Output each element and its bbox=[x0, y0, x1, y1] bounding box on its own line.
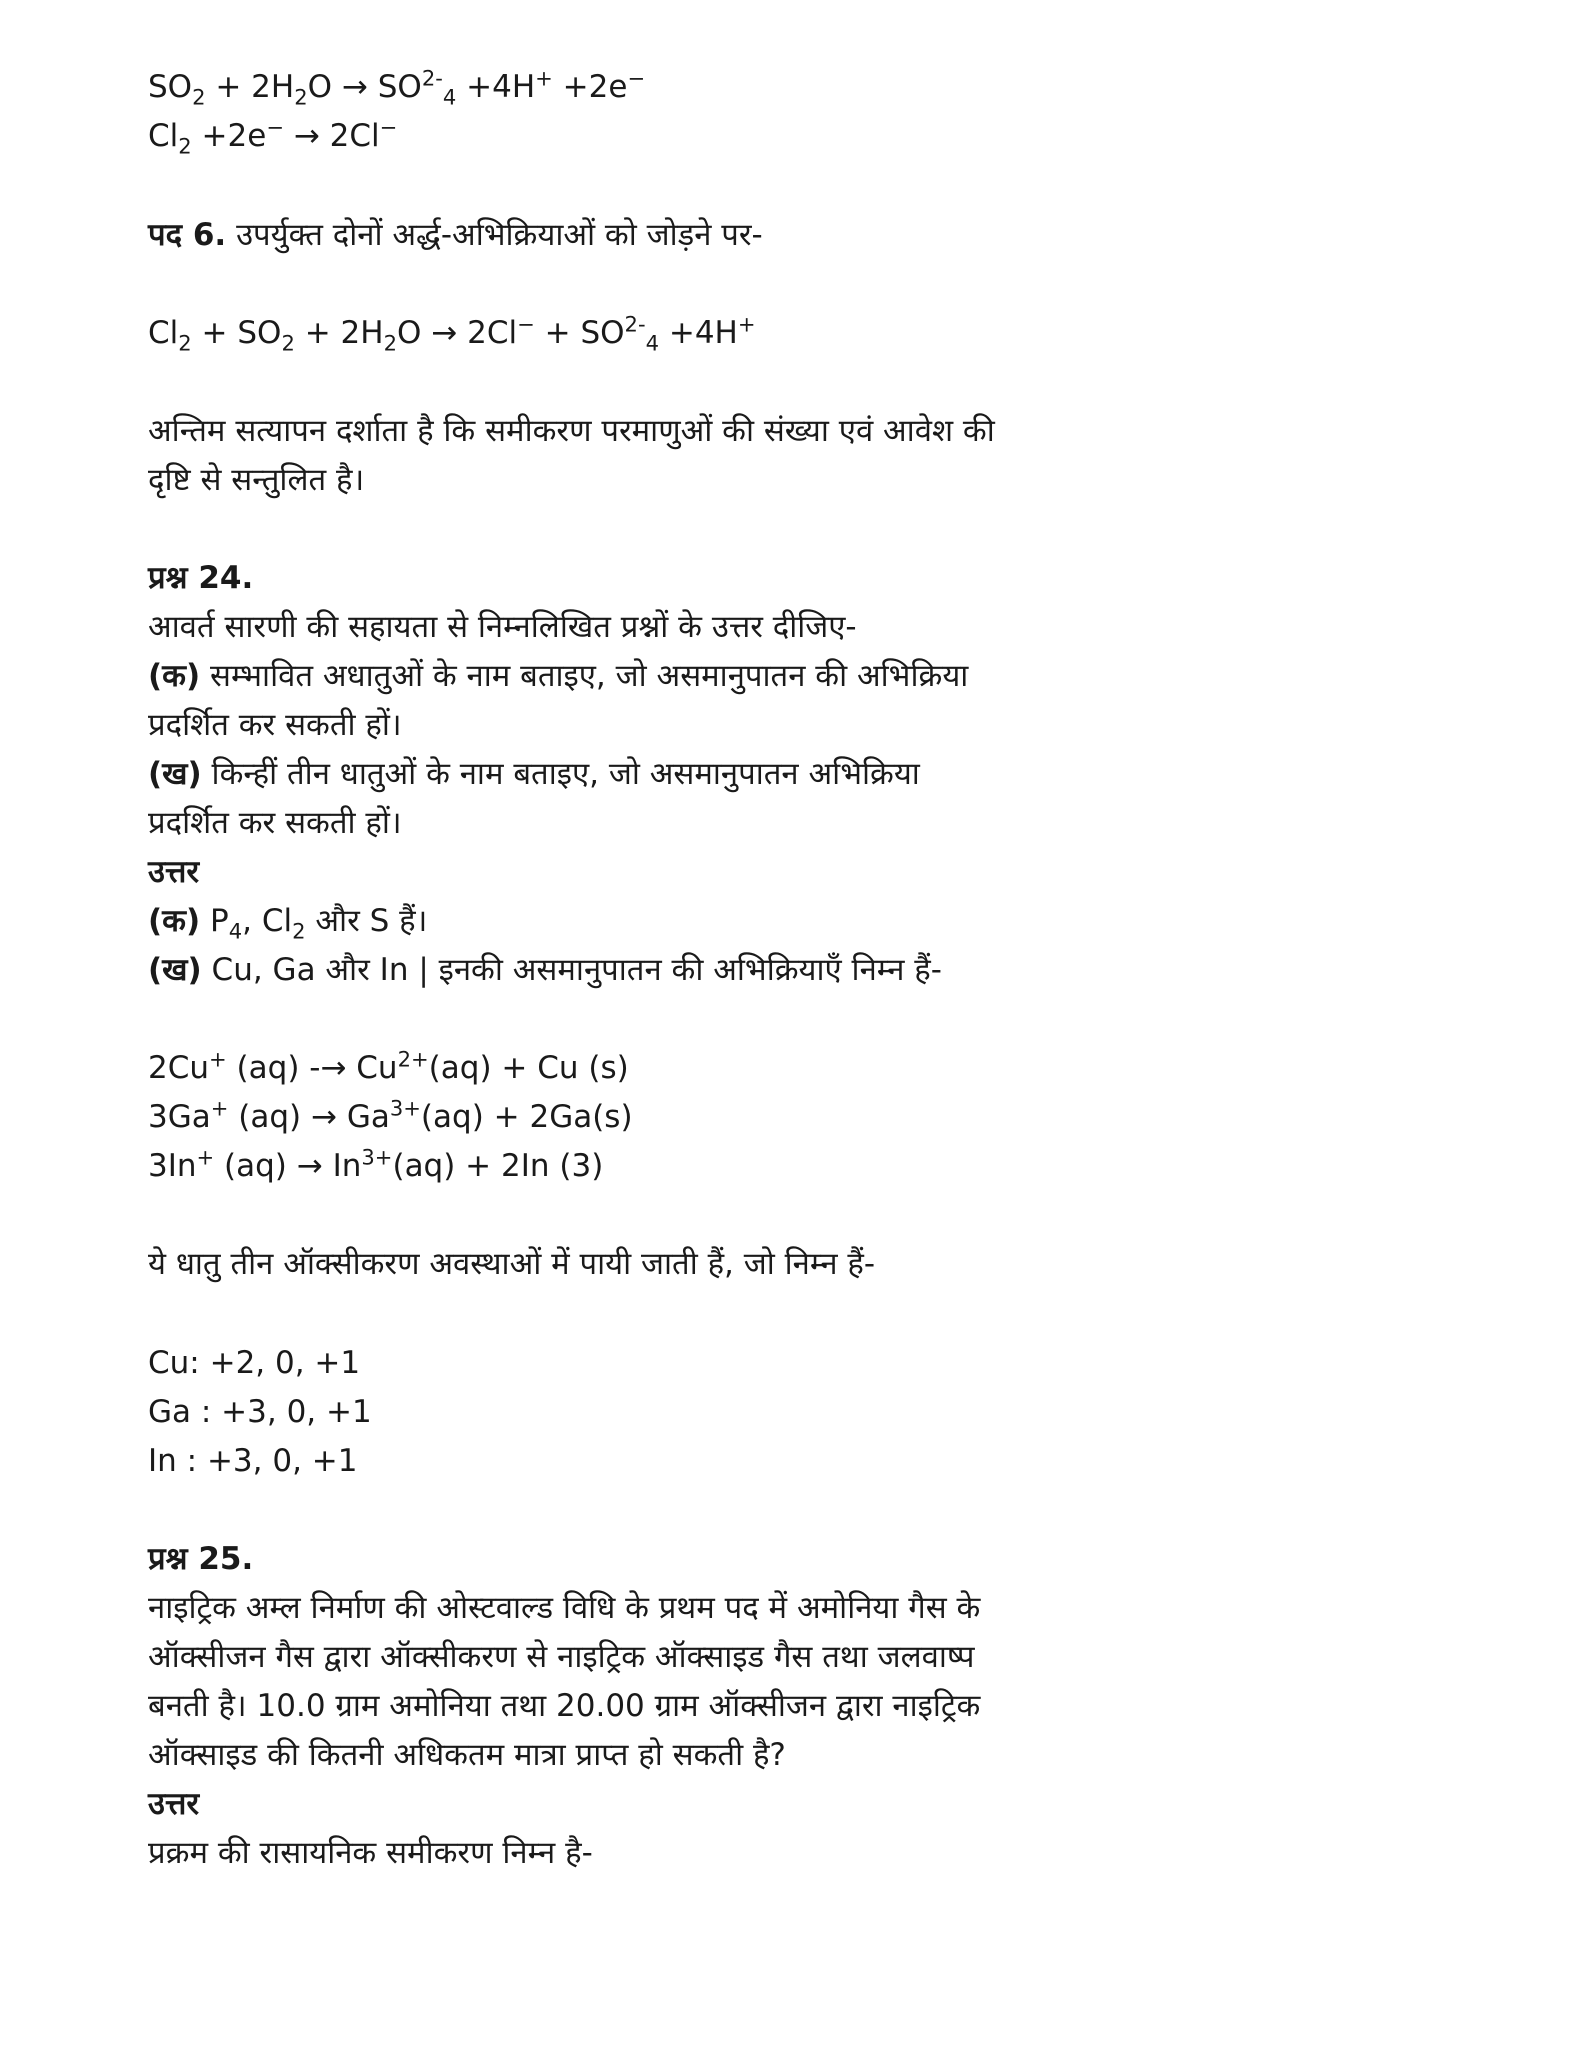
verify-line-2: दृष्टि से सन्तुलित है। bbox=[148, 462, 365, 498]
verify-line-1: अन्तिम सत्यापन दर्शाता है कि समीकरण परमाणुओं की संख्या एवं आवेश की bbox=[148, 413, 995, 449]
q24-part-a: (क) सम्भावित अधातुओं के नाम बताइए, जो असमानुपातन की अभिक्रिया bbox=[148, 658, 969, 694]
q24-intro: आवर्त सारणी की सहायता से निम्नलिखित प्रश्नों के उत्तर दीजिए- bbox=[148, 609, 857, 645]
oxidation-states-intro: ये धातु तीन ऑक्सीकरण अवस्थाओं में पायी जाती हैं, जो निम्न हैं- bbox=[148, 1246, 876, 1282]
reaction-in: 3In+ $(aq) \to In^{3+}(aq) + 2In$ (3) bbox=[148, 1144, 604, 1184]
oxidation-state-cu: Cu: +2, 0, +1 bbox=[148, 1345, 361, 1381]
q24-part-b-cont: प्रदर्शित कर सकती हों। bbox=[148, 805, 402, 841]
step-6-label: पद 6. bbox=[148, 217, 227, 253]
reaction-cu: 2Cu+ $(aq) -\to Cu^{2+}(aq) + Cu$ (s) bbox=[148, 1046, 629, 1086]
equation-sum: $Cl_2 + SO_2 + 2H_2O \to 2Cl^- + SO^{2-}_4 +4H^+$ bbox=[148, 311, 756, 356]
step-6 bbox=[148, 217, 763, 253]
q24-answer-a: (क) $P_4$, $Cl_2$ और S हैं। bbox=[148, 903, 428, 944]
reaction-ga: 3Ga+ $(aq) \to Ga^{3+}(aq) + 2Ga(s)$ bbox=[148, 1095, 633, 1135]
q24-b-label: (ख) bbox=[148, 756, 202, 792]
q24-title: प्रश्न 24. bbox=[148, 560, 254, 596]
q24-part-b: (ख) किन्हीं तीन धातुओं के नाम बताइए, जो असमानुपातन अभिक्रिया bbox=[148, 756, 920, 792]
q25-text-line-4: ऑक्साइड की कितनी अधिकतम मात्रा प्राप्त हो सकती है? bbox=[148, 1737, 786, 1773]
q25-text-line-3: बनती है। 10.0 ग्राम अमोनिया तथा 20.00 ग्राम ऑक्सीजन द्वारा नाइट्रिक bbox=[148, 1688, 981, 1724]
q25-text-line-1: नाइट्रिक अम्ल निर्माण की ओस्टवाल्ड विधि के प्रथम पद में अमोनिया गैस के bbox=[148, 1590, 981, 1626]
q25-title: प्रश्न 25. bbox=[148, 1541, 254, 1577]
q24-part-a-cont: प्रदर्शित कर सकती हों। bbox=[148, 707, 402, 743]
q24-answer-b: (ख) Cu, Ga और In | इनकी असमानुपातन की अभिक्रियाएँ निम्न हैं- bbox=[148, 952, 942, 988]
q24-a-label: (क) bbox=[148, 658, 201, 694]
q24-answer-label: उत्तर bbox=[148, 854, 200, 890]
oxidation-state-in: In : +3, 0, +1 bbox=[148, 1443, 358, 1479]
q25-text-line-2: ऑक्सीजन गैस द्वारा ऑक्सीकरण से नाइट्रिक ऑक्साइड गैस तथा जलवाष्प bbox=[148, 1639, 975, 1675]
q25-answer-text: प्रक्रम की रासायनिक समीकरण निम्न है- bbox=[148, 1835, 593, 1871]
step-6-text: उपर्युक्त दोनों अर्द्ध-अभिक्रियाओं को जोड़ने पर- bbox=[226, 217, 763, 253]
q25-answer-label: उत्तर bbox=[148, 1786, 200, 1822]
oxidation-state-ga: Ga : +3, 0, +1 bbox=[148, 1394, 372, 1430]
equation-cl2-reduction: $Cl_2 +2e^- \to 2Cl^-$ bbox=[148, 114, 398, 159]
equation-so2-oxidation: $SO_2 + 2H_2O \to SO^{2-}_4 +4H^+ +2e^-$ bbox=[148, 65, 646, 110]
